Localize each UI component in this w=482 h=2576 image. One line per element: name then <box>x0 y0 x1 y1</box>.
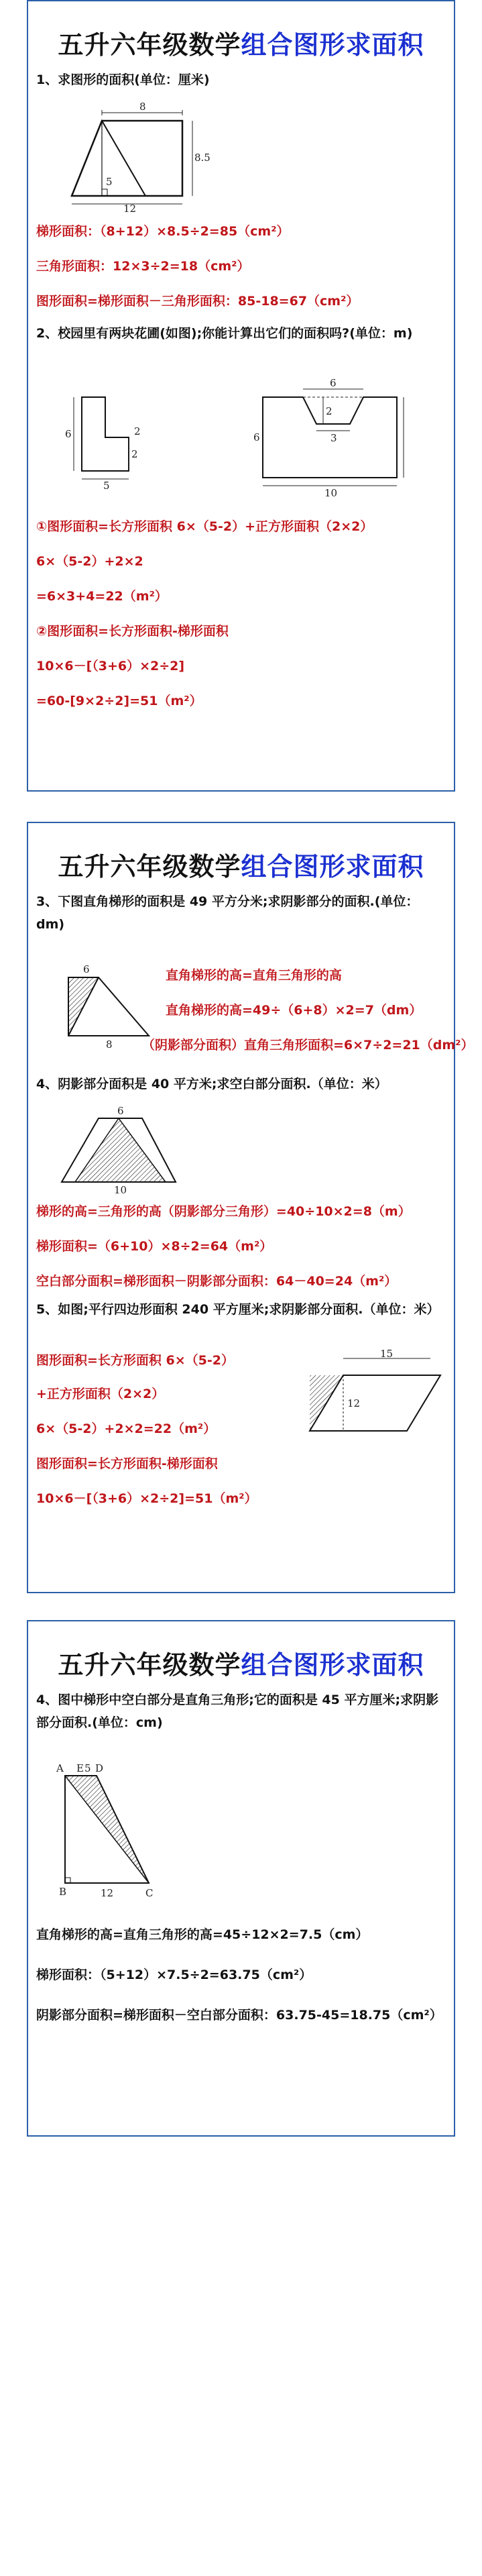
answer-5d: 图形面积=长方形面积-梯形面积 <box>36 1456 218 1471</box>
label-right: 8.5 <box>194 152 210 164</box>
label-left: 6 <box>65 428 72 440</box>
label-twelve: 12 <box>101 1887 114 1899</box>
worksheet-card-1 <box>27 0 455 792</box>
card-title: 五升六年级数学组合图形求面积 <box>58 1650 424 1680</box>
answer-2f: =60-[9×2÷2]=51（m²） <box>36 694 202 708</box>
label-bottom: 10 <box>114 1184 127 1196</box>
figure-trapezoid-shaded-triangle <box>55 1105 196 1196</box>
question-5: 5、如图;平行四边形面积 240 平方厘米;求阴影部分面积.（单位：米） <box>36 1302 440 1317</box>
answer-6c: 阴影部分面积=梯形面积－空白部分面积：63.75-45=18.75（cm²） <box>36 2008 442 2023</box>
answer-4b: 梯形面积=（6+10）×8÷2=64（m²） <box>36 1239 273 1254</box>
answer-3c: （阴影部分面积）直角三角形面积=6×7÷2=21（dm²） <box>142 1038 474 1053</box>
figure-trapezoid-triangle <box>68 101 223 215</box>
label-top: 8 <box>139 101 146 113</box>
answer-2b: 6×（5-2）+2×2 <box>36 554 143 569</box>
figure-parallelogram <box>296 1348 450 1439</box>
question-3: 3、下图直角梯形的面积是 49 平方分米;求阴影部分的面积.(单位：dm) <box>36 894 419 932</box>
card-title: 五升六年级数学组合图形求面积 <box>58 30 424 60</box>
label-e: E <box>76 1762 84 1774</box>
label-d: D <box>95 1762 104 1774</box>
answer-5b: +正方形面积（2×2） <box>36 1387 165 1401</box>
label-bottom: 10 <box>324 487 338 499</box>
label-bottom: 12 <box>123 203 137 215</box>
question-6: 4、图中梯形中空白部分是直角三角形;它的面积是 45 平方厘米;求阴影部分面积.(单位：cm) <box>36 1693 439 1730</box>
answer-4c: 空白部分面积=梯形面积－阴影部分面积：64－40=24（m²） <box>36 1274 398 1289</box>
answer-3b: 直角梯形的高=49÷（6+8）×2=7（dm） <box>166 1003 422 1018</box>
label-top: 6 <box>330 377 337 389</box>
label-c: C <box>145 1887 154 1899</box>
answer-6a: 直角梯形的高=直角三角形的高=45÷12×2=7.5（cm） <box>36 1927 369 1942</box>
label-height: 12 <box>347 1397 361 1409</box>
answer-1b: 三角形面积：12×3÷2=18（cm²） <box>36 259 250 274</box>
answer-5e: 10×6－[（3+6）×2÷2]=51（m²） <box>36 1491 257 1506</box>
card-title: 五升六年级数学组合图形求面积 <box>58 852 424 881</box>
answer-5a: 图形面积=长方形面积 6×（5-2） <box>36 1353 235 1368</box>
figure-trapezoid-abcd <box>42 1756 169 1903</box>
figure-l-shape <box>62 384 162 491</box>
label-small: 5 <box>106 176 113 188</box>
worksheet-card-3 <box>27 1620 455 2137</box>
answer-5c: 6×（5-2）+2×2=22（m²） <box>36 1421 217 1436</box>
answer-3a: 直角梯形的高=直角三角形的高 <box>166 968 342 983</box>
label-bottom: 8 <box>106 1038 113 1051</box>
label-top: 6 <box>117 1105 124 1117</box>
worksheet-card-2 <box>27 822 474 1593</box>
label-depth: 2 <box>326 405 333 417</box>
label-bottom: 5 <box>103 480 110 492</box>
question-4: 4、阴影部分面积是 40 平方米;求空白部分面积.（单位：米） <box>36 1077 387 1091</box>
answer-2d: ②图形面积=长方形面积-梯形面积 <box>36 624 229 639</box>
answer-2a: ①图形面积=长方形面积 6×（5-2）+正方形面积（2×2） <box>36 519 373 534</box>
label-a: A <box>56 1762 64 1774</box>
label-five: 5 <box>84 1762 91 1774</box>
label-left: 6 <box>253 431 260 443</box>
figure-rect-with-trapezoid <box>249 377 404 504</box>
label-mid: 2 <box>131 448 138 460</box>
label-top: 15 <box>380 1348 394 1360</box>
question-1: 1、求图形的面积(单位：厘米) <box>36 72 210 87</box>
answer-1c: 图形面积=梯形面积－三角形面积：85-18=67（cm²） <box>36 294 359 309</box>
answer-4a: 梯形的高=三角形的高（阴影部分三角形）=40÷10×2=8（m） <box>36 1204 411 1219</box>
question-2: 2、校园里有两块花圃(如图);你能计算出它们的面积吗?(单位：m) <box>36 326 413 341</box>
label-b: B <box>59 1886 67 1898</box>
answer-6b: 梯形面积：（5+12）×7.5÷2=63.75（cm²） <box>36 1968 312 1982</box>
answer-2e: 10×6－[（3+6）×2÷2] <box>36 659 185 674</box>
label-top: 2 <box>134 425 141 437</box>
answer-2c: =6×3+4=22（m²） <box>36 589 168 604</box>
label-top: 6 <box>83 963 90 975</box>
label-inner: 3 <box>330 432 337 444</box>
answer-1a: 梯形面积：（8+12）×8.5÷2=85（cm²） <box>36 224 290 239</box>
